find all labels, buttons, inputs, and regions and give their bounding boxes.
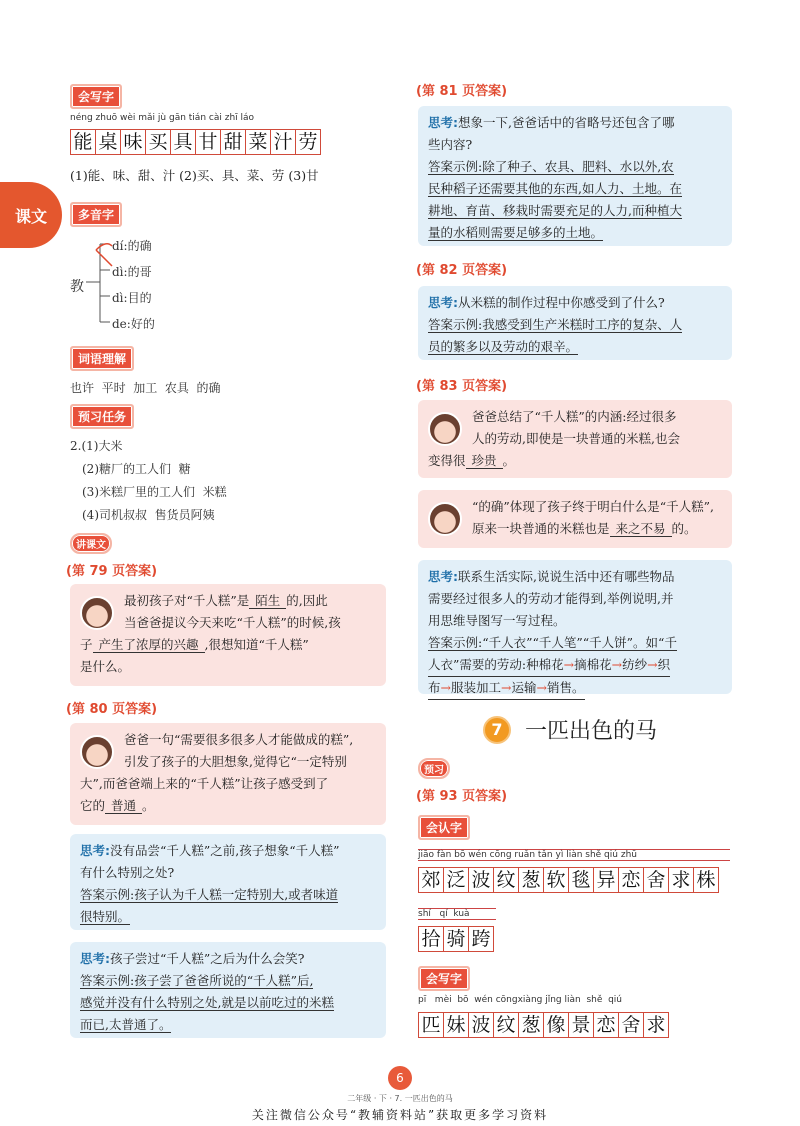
tag-can-recognize: 会认字 [418, 815, 470, 840]
char-cell: 具 [170, 129, 196, 155]
think-label: 思考: [428, 115, 458, 130]
char-grid-recognize-1 [418, 867, 718, 893]
char-cell: 求 [643, 1012, 669, 1038]
answer-heading-p83: (第 83 页答案) [416, 379, 508, 394]
p79-text-h: 是什么。 [80, 659, 131, 674]
char-cell: 葱 [518, 867, 544, 893]
poly-item-1: dí:的确 [112, 239, 152, 253]
p83-a1: 答案示例:“千人衣”“千人笔”“千人饼”。如“千 [428, 635, 677, 650]
lesson-title [483, 714, 657, 745]
p82-a2: 员的繁多以及劳动的艰辛。 [428, 339, 579, 354]
think-box-p81 [418, 106, 732, 246]
section-tab-lesson: 课文 [0, 182, 62, 248]
char-grid-recognize-2 [418, 926, 493, 952]
tag-can-write-2: 会写字 [418, 966, 470, 991]
tag-preview-task: 预习任务 [70, 404, 134, 429]
p83a-text-e: 。 [502, 453, 516, 468]
bracket-lines [84, 236, 114, 332]
char-cell: 劳 [295, 129, 321, 155]
think-box-1 [70, 834, 386, 930]
p83b-text-d: 的。 [671, 521, 697, 536]
word-list: 也许 平时 加工 农具 的确 [70, 381, 221, 395]
char-cell: 妹 [443, 1012, 469, 1038]
arrow-icon: → [536, 680, 547, 695]
tag-explain-text: 讲课文 [70, 533, 112, 554]
char-cell: 波 [468, 1012, 494, 1038]
p83-a5: 织 [657, 657, 671, 672]
p80-text-f: 。 [142, 798, 155, 813]
arrow-icon: → [440, 680, 451, 695]
task-4: (4)司机叔叔 售货员阿姨 [82, 508, 215, 522]
p83-q2: 需要经过很多人的劳动才能得到,举例说明,并 [428, 591, 674, 606]
p81-a2: 民种稻子还需要其他的东西,如人力、土地。在 [428, 181, 682, 196]
footer-promo: 关注微信公众号“教辅资料站”获取更多学习资料 [251, 1108, 549, 1122]
char-cell: 像 [543, 1012, 569, 1038]
char-cell: 郊 [418, 867, 444, 893]
poly-item-4: de:好的 [112, 317, 155, 331]
char-cell: 波 [468, 867, 494, 893]
p79-text-e: 子 [80, 637, 93, 652]
p80-text-c: 大”,而爸爸端上来的“千人糕”让孩子感受到了 [80, 776, 329, 791]
child-avatar-icon [428, 502, 462, 536]
char-cell: 拾 [418, 926, 444, 952]
char-cell: 匹 [418, 1012, 444, 1038]
think1-q1: 没有品尝“千人糕”之前,孩子想象“千人糕” [110, 843, 340, 858]
p81-a1: 答案示例:除了种子、农具、肥料、水以外,农 [428, 159, 674, 174]
char-cell: 舍 [643, 867, 669, 893]
think1-a2: 很特别。 [80, 909, 131, 924]
box-p79 [70, 584, 386, 686]
p83b-text-a: “的确”体现了孩子终于明白什么是“千人糕”, [472, 499, 715, 514]
child-avatar-icon [80, 596, 114, 630]
p79-text-d: 当爸爸提议今天来吃“千人糕”的时候,孩 [124, 615, 341, 630]
char-cell: 桌 [95, 129, 121, 155]
page-number: 6 [388, 1066, 412, 1090]
char-cell: 骑 [443, 926, 469, 952]
think2-a2: 感觉并没有什么特别之处,就是以前吃过的米糕 [80, 995, 334, 1010]
think-box-p82 [418, 286, 732, 360]
answer-heading-p81: (第 81 页答案) [416, 84, 508, 99]
p83-a8: 运输 [511, 680, 537, 695]
p81-q2: 些内容? [428, 137, 473, 152]
think1-q2: 有什么特别之处? [80, 865, 175, 880]
char-cell: 恋 [593, 1012, 619, 1038]
tag-polyphonic: 多音字 [70, 202, 122, 227]
p83-q3: 用思维导图写一写过程。 [428, 613, 566, 628]
p80-text-a: 爸爸一句“需要很多很多人才能做成的糕”, [124, 732, 354, 747]
p83a-text-a: 爸爸总结了“千人糕”的内涵:经过很多 [472, 409, 677, 424]
p83-a7: 服装加工 [451, 680, 502, 695]
footer-course: 二年级 · 下 · 7. 一匹出色的马 [347, 1094, 453, 1103]
child-avatar-icon [80, 735, 114, 769]
pinyin-row-2: jiāo fàn bō wén cōng ruǎn tǎn yì liàn shě qiú zhū [418, 849, 730, 861]
p83a-text-c: 变得很 [428, 453, 466, 468]
p80-text-b: 引发了孩子的大胆想象,觉得它“一定特别 [124, 754, 347, 769]
answer-text-1: (1)能、味、甜、汁 (2)买、具、菜、劳 (3)甘 [70, 168, 319, 183]
tag-can-write: 会写字 [70, 84, 122, 109]
p83-a9: 销售。 [547, 680, 585, 695]
think2-a1: 答案示例:孩子尝了爸爸所说的“千人糕”后, [80, 973, 314, 988]
char-cell: 恋 [618, 867, 644, 893]
p83-a2: 人衣”需要的劳动:种棉花 [428, 657, 564, 672]
p83-a3: 摘棉花 [574, 657, 612, 672]
lesson-title-text: 一匹出色的马 [525, 719, 658, 744]
answer-heading-p79: (第 79 页答案) [66, 564, 158, 579]
answer-heading-p82: (第 82 页答案) [416, 263, 508, 278]
char-grid-write-1 [70, 129, 320, 155]
p80-blank-1: 普通 [105, 798, 142, 814]
polyphonic-char: 教 [70, 279, 84, 295]
char-cell: 味 [120, 129, 146, 155]
p79-text-c: 的,因此 [286, 593, 328, 608]
char-cell: 跨 [468, 926, 494, 952]
think-label: 思考: [80, 951, 110, 966]
p83b-text-b: 原来一块普通的米糕也是 [472, 521, 610, 536]
pinyin-row-1: néng zhuō wèi mǎi jù gān tián cài zhī láo [70, 113, 255, 123]
char-cell: 葱 [518, 1012, 544, 1038]
poly-item-3: dì:目的 [112, 291, 152, 305]
char-cell: 异 [593, 867, 619, 893]
answer-heading-p93: (第 93 页答案) [416, 789, 508, 804]
char-cell: 景 [568, 1012, 594, 1038]
char-cell: 甘 [195, 129, 221, 155]
child-avatar-icon [428, 412, 462, 446]
task-1: 2.(1)大米 [70, 439, 123, 453]
char-cell: 买 [145, 129, 171, 155]
tag-word-meaning: 词语理解 [70, 346, 134, 371]
char-cell: 毯 [568, 867, 594, 893]
arrow-icon: → [611, 657, 623, 672]
p83-a6: 布 [428, 680, 441, 695]
think2-a3: 而已,太普通了。 [80, 1017, 172, 1032]
poly-item-2: dì:的哥 [112, 265, 152, 279]
box-p83a [418, 400, 732, 478]
p79-text-a: 最初孩子对“千人糕”是 [124, 593, 250, 608]
think1-a1: 答案示例:孩子认为千人糕一定特别大,或者味道 [80, 887, 339, 902]
char-cell: 舍 [618, 1012, 644, 1038]
char-cell: 菜 [245, 129, 271, 155]
char-cell: 能 [70, 129, 96, 155]
p80-text-d: 它的 [80, 798, 106, 813]
think-label: 思考: [80, 843, 110, 858]
char-cell: 软 [543, 867, 569, 893]
task-3: (3)米糕厂里的工人们 米糕 [82, 485, 227, 499]
think-label: 思考: [428, 569, 458, 584]
char-cell: 纹 [493, 1012, 519, 1038]
tag-preview: 预习 [418, 758, 450, 779]
p79-blank-1: 陌生 [249, 593, 286, 609]
p81-a4: 量的水稻则需要足够多的土地。 [428, 225, 604, 240]
p82-a1: 答案示例:我感受到生产米糕时工序的复杂、人 [428, 317, 683, 332]
think-label: 思考: [428, 295, 458, 310]
p79-text-g: ,很想知道“千人糕” [204, 637, 309, 652]
char-cell: 泛 [443, 867, 469, 893]
char-cell: 求 [668, 867, 694, 893]
p83-a4: 纺纱 [622, 657, 648, 672]
p83a-text-b: 人的劳动,即使是一块普通的米糕,也会 [472, 431, 680, 446]
p82-q1: 从米糕的制作过程中你感受到了什么? [458, 295, 665, 310]
arrow-icon: → [501, 680, 512, 695]
p79-blank-2: 产生了浓厚的兴趣 [93, 637, 205, 653]
arrow-icon: → [647, 657, 658, 672]
p83b-blank-1: 来之不易 [610, 521, 672, 537]
char-cell: 汁 [270, 129, 296, 155]
char-cell: 株 [693, 867, 719, 893]
p81-a3: 耕地、育苗、移栽时需要充足的人力,而种植大 [428, 203, 682, 218]
p81-q1: 想象一下,爸爸话中的省略号还包含了哪 [458, 115, 675, 130]
think-box-2 [70, 942, 386, 1038]
think-box-p83 [418, 560, 732, 694]
task-2: (2)糖厂的工人们 糖 [82, 462, 191, 476]
char-grid-write-2 [418, 1012, 668, 1038]
arrow-icon: → [563, 657, 575, 672]
answer-heading-p80: (第 80 页答案) [66, 702, 158, 717]
pinyin-row-3: shí qí kuà [418, 908, 496, 920]
lesson-number-badge: 7 [483, 716, 511, 744]
think2-q1: 孩子尝过“千人糕”之后为什么会笑? [110, 951, 305, 966]
char-cell: 纹 [493, 867, 519, 893]
pinyin-row-4: pī mèi bō wén cōngxiàng jǐng liàn shě qiú [418, 995, 623, 1005]
p83-q1: 联系生活实际,说说生活中还有哪些物品 [458, 569, 675, 584]
box-p83b [418, 490, 732, 548]
box-p80 [70, 723, 386, 825]
p83a-blank-1: 珍贵 [466, 453, 503, 469]
char-cell: 甜 [220, 129, 246, 155]
